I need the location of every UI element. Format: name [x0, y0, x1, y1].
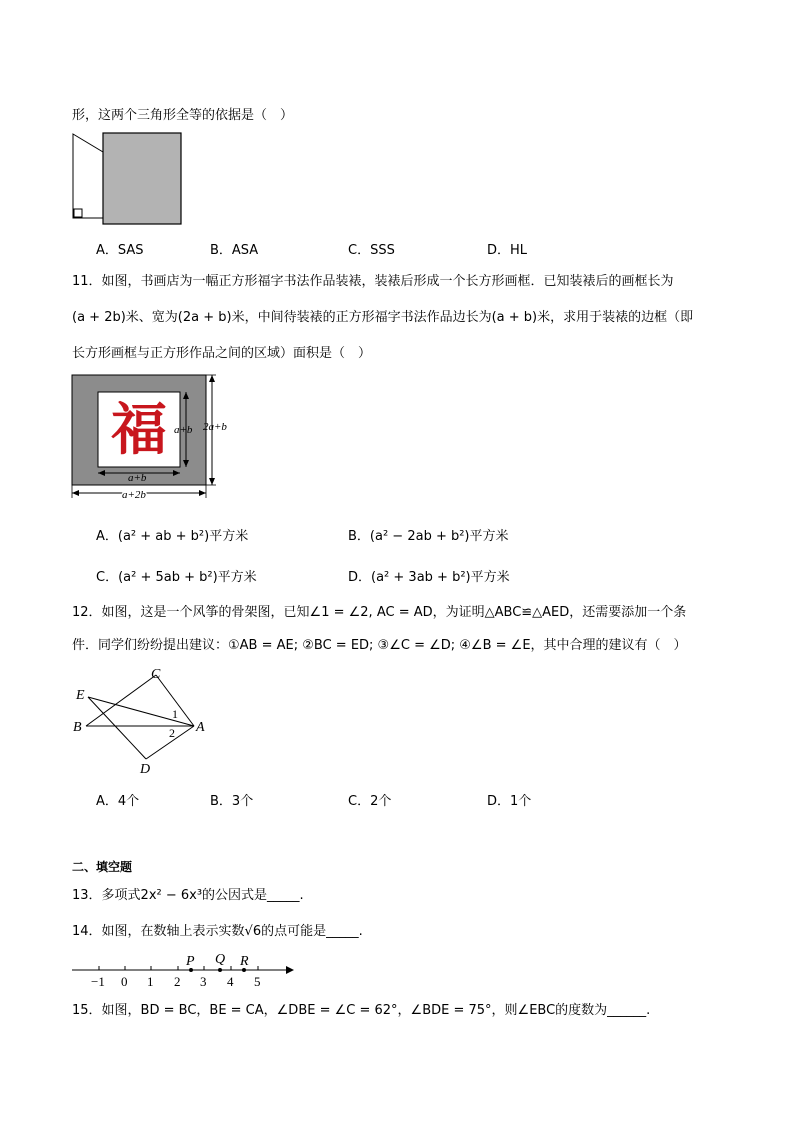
section-title: 二、填空题 — [72, 860, 133, 874]
q12-option-c[interactable]: C．2个 — [348, 794, 392, 809]
q11-option-b[interactable]: B．(a² − 2ab + b²)平方米 — [348, 529, 509, 544]
q11-option-d[interactable]: D．(a² + 3ab + b²)平方米 — [348, 570, 510, 585]
point-R: R — [240, 954, 249, 969]
q11-option-a[interactable]: A．(a² + ab + b²)平方米 — [96, 529, 249, 544]
q10-figure — [70, 130, 186, 226]
q15-text: 15．如图，BD = BC，BE = CA，∠DBE = ∠C = 62°，∠BDE = 75°，则∠EBC的度数为______. — [72, 1003, 651, 1018]
q11-stem-line2: (a + 2b)米、宽为(2a + b)米，中间待装裱的正方形福字书法作品边长为(a + b)米，求用于装裱的边框（即 — [72, 310, 694, 325]
point-Q: Q — [215, 952, 226, 967]
q12-option-d[interactable]: D．1个 — [487, 794, 532, 809]
label-C: C — [151, 667, 161, 682]
q14-number-line — [70, 946, 300, 988]
q12-option-b[interactable]: B．3个 — [210, 794, 254, 809]
angle-1: 1 — [172, 707, 178, 721]
q10-option-a[interactable]: A．SAS — [96, 243, 144, 258]
q10-option-d[interactable]: D．HL — [487, 243, 528, 258]
q12-stem-line1: 12．如图，这是一个风筝的骨架图，已知∠1 = ∠2, AC = AD，为证明△ABC≌△AED，还需要添加一个条 — [72, 605, 687, 620]
point-P: P — [186, 954, 195, 969]
q13-text: 13．多项式2x² − 6x³的公因式是_____. — [72, 888, 304, 903]
q10-question-tail: 形，这两个三角形全等的依据是（ ） — [72, 108, 294, 123]
tick-label: 3 — [200, 974, 207, 988]
tick-label: 4 — [227, 974, 234, 988]
tick-label: 5 — [254, 974, 261, 988]
q10-option-c[interactable]: C．SSS — [348, 243, 395, 258]
q11-frame-figure — [68, 370, 248, 504]
label-B: B — [73, 720, 82, 735]
outer-side-label: 2a+b — [203, 421, 227, 433]
angle-2: 2 — [169, 726, 175, 740]
tick-label: −1 — [91, 974, 105, 988]
q12-stem-line2: 件．同学们纷纷提出建议：①AB = AE; ②BC = ED; ③∠C = ∠D; ④∠B = ∠E，其中合理的建议有（ ） — [72, 638, 687, 653]
label-A: A — [196, 720, 205, 735]
q11-stem-line3: 长方形画框与正方形作品之间的区域）面积是（ ） — [72, 346, 372, 361]
q11-option-c[interactable]: C．(a² + 5ab + b²)平方米 — [96, 570, 257, 585]
tick-label: 2 — [174, 974, 181, 988]
q10-option-b[interactable]: B．ASA — [210, 243, 259, 258]
label-E: E — [76, 688, 85, 703]
q11-stem-line1: 11．如图，书画店为一幅正方形福字书法作品装裱，装裱后形成一个长方形画框．已知装裱后的画框长为 — [72, 274, 674, 289]
tick-label: 1 — [147, 974, 154, 988]
inner-bottom-label: a+b — [128, 472, 147, 484]
outer-bottom-label: a+2b — [122, 489, 146, 501]
q14-text: 14．如图，在数轴上表示实数√6的点可能是_____. — [72, 924, 363, 939]
inner-side-label: a+b — [174, 424, 193, 436]
tick-label: 0 — [121, 974, 128, 988]
q12-option-a[interactable]: A．4个 — [96, 794, 140, 809]
fu-character: 福 — [111, 400, 167, 462]
q12-kite-figure — [70, 662, 215, 777]
label-D: D — [140, 762, 151, 777]
